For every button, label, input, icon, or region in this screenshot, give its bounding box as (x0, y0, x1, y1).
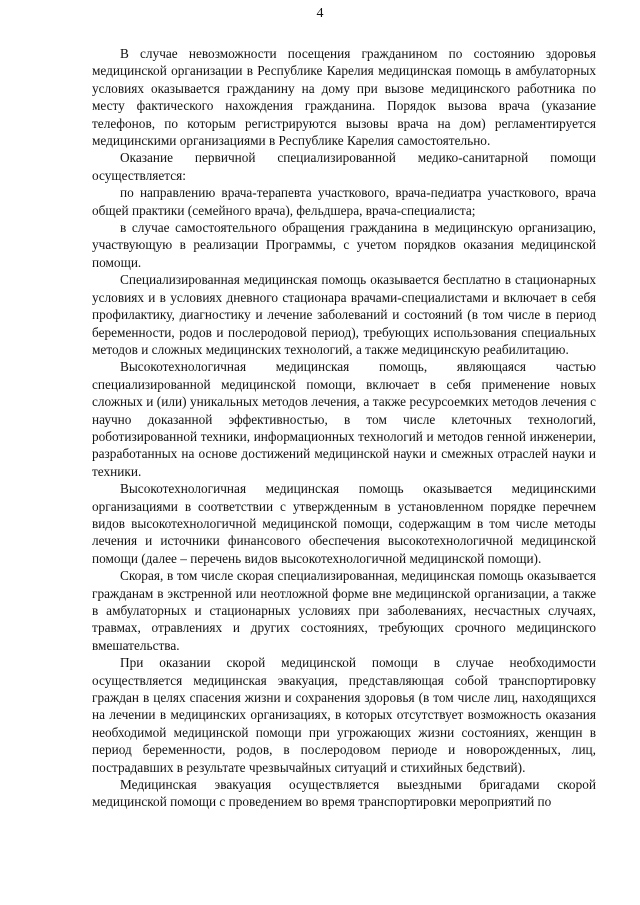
paragraph-home-visit: В случае невозможности посещения гражданином по состоянию здоровья медицинской организации в Республике Карелия медицинская помощь в амбулаторных условиях оказывается гражданину на дому при вызове медицинского работника по месту фактического нахождения гражданина. Порядок вызова врача (указание телефонов, по которым регистрируются вызовы врача на дом) регламентируется медицинскими организациями в Республике Карелия самостоятельно. (92, 46, 596, 149)
paragraph-referral: по направлению врача-терапевта участкового, врача-педиатра участкового, врача общей практики (семейного врача), фельдшера, врача-специалиста; (92, 185, 596, 218)
paragraph-self-referral: в случае самостоятельного обращения гражданина в медицинскую организацию, участвующую в реализации Программы, с учетом порядков оказания медицинской помощи. (92, 220, 596, 270)
paragraph-medical-evacuation: При оказании скорой медицинской помощи в случае необходимости осуществляется медицинская эвакуация, представляющая собой транспортировку граждан в целях спасения жизни и сохранения здоровья (в том числе лиц, находящихся на лечении в медицинских организациях, в которых отсутствует возможность оказания необходимой медицинской помощи при угрожающих жизни состояниях, женщин в период беременности, родов, в послеродовом периоде и новорожденных, лиц, пострадавших в результате чрезвычайных ситуаций и стихийных бедствий). (92, 655, 596, 775)
document-body (92, 45, 596, 811)
page-number: 4 (316, 6, 324, 21)
paragraph-evacuation-teams: Медицинская эвакуация осуществляется выездными бригадами скорой медицинской помощи с проведением во время транспортировки мероприятий по (92, 777, 596, 810)
paragraph-specialized-care: Специализированная медицинская помощь оказывается бесплатно в стационарных условиях и в условиях дневного стационара врачами-специалистами и включает в себя профилактику, диагностику и лечение заболеваний и состояний (в том числе в период беременности, родов и послеродовой период), требующих использования специальных методов и сложных медицинских технологий, а также медицинскую реабилитацию. (92, 272, 596, 357)
paragraph-emergency-care: Скорая, в том числе скорая специализированная, медицинская помощь оказывается гражданам в экстренной или неотложной форме вне медицинской организации, а также в амбулаторных и стационарных условиях при заболеваниях, несчастных случаях, травмах, отравлениях и других состояниях, требующих срочного медицинского вмешательства. (92, 568, 596, 653)
paragraph-high-tech-care-provision: Высокотехнологичная медицинская помощь оказывается медицинскими организациями в соответствии с утвержденным в установленном порядке перечнем видов высокотехнологичной медицинской помощи, содержащим в том числе методы лечения и источники финансового обеспечения высокотехнологичной медицинской помощи (далее – перечень видов высокотехнологичной медицинской помощи). (92, 481, 596, 566)
paragraph-high-tech-care-definition: Высокотехнологичная медицинская помощь, являющаяся частью специализированной медицинской помощи, включает в себя применение новых сложных и (или) уникальных методов лечения, а также ресурсоемких методов лечения с научно доказанной эффективностью, в том числе клеточных технологий, роботизированной техники, информационных технологий и методов генной инженерии, разработанных на основе достижений медицинской науки и смежных отраслей науки и техники. (92, 359, 596, 479)
paragraph-specialized-primary-care: Оказание первичной специализированной медико-санитарной помощи осуществляется: (92, 150, 596, 183)
